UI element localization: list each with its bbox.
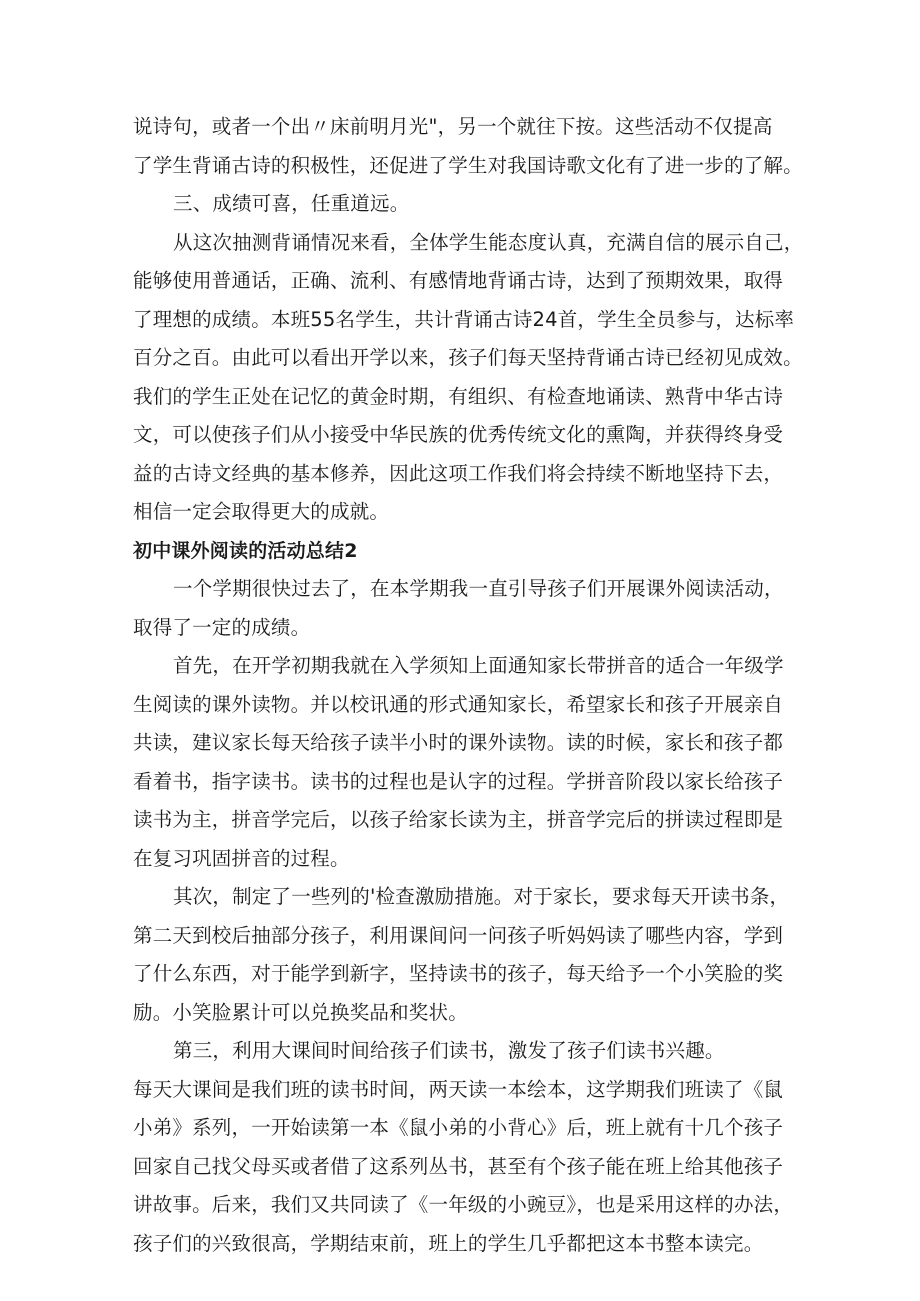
text-line: 了什么东西，对于能学到新字，坚持读书的孩子，每天给予一个小笑脸的奖: [133, 962, 784, 985]
text-line: 其次，制定了一些列的'检查激励措施。对于家长，要求每天开读书条，: [173, 885, 790, 908]
text-line: 我们的学生正处在记忆的黄金时期，有组织、有检查地诵读、熟背中华古诗: [133, 384, 784, 408]
text-line: 百分之百。由此可以看出开学以来，孩子们每天坚持背诵古诗已经初见成效。: [133, 346, 803, 369]
text-line: 孩子们的兴致很高，学期结束前，班上的学生几乎都把这本书整本读完。: [133, 1231, 764, 1255]
text-line: 了理想的成绩。本班55名学生，共计背诵古诗24首，学生全员参与，达标率: [133, 307, 795, 331]
text-line: 相信一定会取得更大的成就。: [133, 500, 390, 523]
text-line: 益的古诗文经典的基本修养，因此这项工作我们将会持续不断地坚持下去，: [133, 461, 784, 485]
text-line: 读书为主，拼音学完后，以孩子给家长读为主，拼音学完后的拼读过程即是: [133, 808, 784, 831]
text-line: 说诗句，或者一个出〃床前明月光"，另一个就往下按。这些活动不仅提高: [133, 115, 773, 138]
section-heading: 三、成绩可喜，任重道远。: [173, 192, 410, 215]
text-line: 一个学期很快过去了，在本学期我一直引导孩子们开展课外阅读活动，: [173, 577, 784, 600]
text-line: 了学生背诵古诗的积极性，还促进了学生对我国诗歌文化有了进一步的了解。: [133, 153, 803, 177]
article-title: 初中课外阅读的活动总结2: [133, 539, 358, 562]
text-line: 第三，利用大课间时间给孩子们读书，激发了孩子们读书兴趣。: [173, 1039, 725, 1062]
document-page: [133, 108, 804, 1263]
text-line: 励。小笑脸累计可以兑换奖品和奖状。: [133, 1000, 468, 1024]
text-line: 讲故事。后来，我们又共同读了《一年级的小豌豆》，也是采用这样的办法，: [133, 1193, 794, 1216]
text-line: 看着书，指字读书。读书的过程也是认字的过程。学拼音阶段以家长给孩子: [133, 769, 784, 793]
text-line: 文，可以使孩子们从小接受中华民族的优秀传统文化的熏陶，并获得终身受: [133, 423, 784, 446]
text-line: 每天大课间是我们班的读书时间，两天读一本绘本，这学期我们班读了《鼠: [133, 1077, 784, 1101]
text-line: 小弟》系列，一开始读第一本《鼠小弟的小背心》后，班上就有十几个孩子: [133, 1116, 784, 1139]
text-line: 生阅读的课外读物。并以校讯通的形式通知家长，希望家长和孩子开展亲自: [133, 692, 784, 716]
text-line: 回家自己找父母买或者借了这系列丛书，甚至有个孩子能在班上给其他孩子: [133, 1154, 784, 1178]
text-line: 从这次抽测背诵情况来看，全体学生能态度认真，充满自信的展示自己，: [173, 230, 804, 254]
text-line: 能够使用普通话，正确、流利、有感情地背诵古诗，达到了预期效果，取得: [133, 269, 784, 292]
text-line: 首先，在开学初期我就在入学须知上面通知家长带拼音的适合一年级学: [173, 654, 784, 677]
text-line: 共读，建议家长每天给孩子读半小时的课外读物。读的时候，家长和孩子都: [133, 731, 784, 754]
text-line: 取得了一定的成绩。: [133, 615, 311, 639]
text-line: 第二天到校后抽部分孩子，利用课间问一问孩子听妈妈读了哪些内容，学到: [133, 923, 784, 947]
text-line: 在复习巩固拼音的过程。: [133, 846, 350, 870]
